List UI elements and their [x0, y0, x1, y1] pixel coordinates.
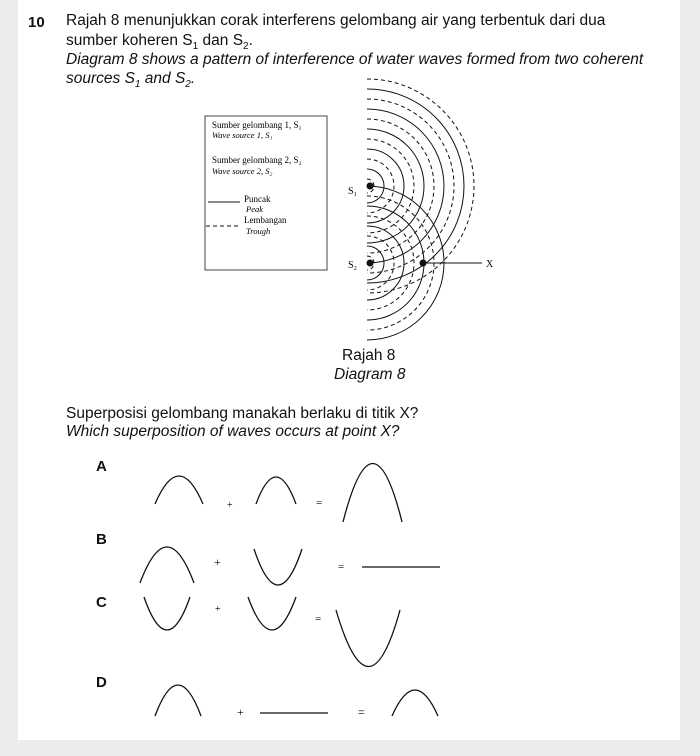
label-s2: S₂ [348, 260, 358, 271]
option-c-wave1-trough [144, 597, 190, 630]
question-english-line2: sources $S_1$ and $S_2$. [66, 70, 196, 91]
option-a-wave2-crest [256, 477, 296, 504]
option-a-letter[interactable]: A [96, 458, 107, 475]
label-s1: S₁ [348, 186, 358, 197]
question-number: 10 [28, 14, 45, 31]
legend-crest-malay: Puncak [244, 194, 271, 204]
question-page [18, 0, 680, 740]
option-b-plus: + [214, 555, 221, 569]
option-d-letter[interactable]: D [96, 674, 107, 691]
option-a-result-big-crest [343, 464, 402, 523]
legend-source1-english: Wave source 1, S₁ [212, 130, 273, 140]
option-b-wave2-trough [254, 549, 302, 585]
option-b-wave1-crest [140, 547, 194, 583]
option-d-plus: + [237, 705, 244, 719]
legend-source2-malay: Sumber gelombang 2, S₂ [212, 155, 302, 165]
option-c-letter[interactable]: C [96, 594, 107, 611]
option-d-wave1-crest [155, 685, 201, 716]
legend-crest-english: Peak [246, 204, 263, 214]
option-c-result-big-trough [336, 610, 400, 667]
option-c-equals: = [315, 613, 322, 625]
option-a-wave1-crest [155, 476, 203, 504]
legend-source1-malay: Sumber gelombang 1, S₁ [212, 120, 302, 130]
options-waves [18, 0, 680, 740]
option-a-plus: + [227, 500, 233, 511]
option-c-plus: + [215, 604, 221, 615]
option-d-result-crest [392, 690, 438, 716]
label-x: X [486, 259, 494, 270]
legend-trough-english: Trough [246, 226, 271, 236]
option-b-equals: = [338, 561, 345, 573]
prompt-malay: Superposisi gelombang manakah berlaku di titik X? [66, 405, 419, 422]
diagram-caption-english: Diagram 8 [334, 366, 406, 383]
option-a-equals: = [316, 497, 323, 509]
question-malay-line1: Rajah 8 menunjukkan corak interferens gelombang air yang terbentuk dari dua [66, 12, 606, 29]
diagram-caption-malay: Rajah 8 [342, 347, 396, 364]
option-b-letter[interactable]: B [96, 531, 107, 548]
legend-source2-english: Wave source 2, S₂ [212, 166, 273, 176]
legend-trough-malay: Lembangan [244, 215, 287, 225]
prompt-english: Which superposition of waves occurs at point X? [66, 423, 400, 440]
question-malay-line2: sumber koheren $S_1$ dan $S_2$. [66, 32, 253, 53]
option-c-wave2-trough [248, 597, 296, 630]
option-d-equals: = [358, 705, 365, 719]
question-english-line1: Diagram 8 shows a pattern of interference of water waves formed from two coherent [66, 51, 644, 68]
